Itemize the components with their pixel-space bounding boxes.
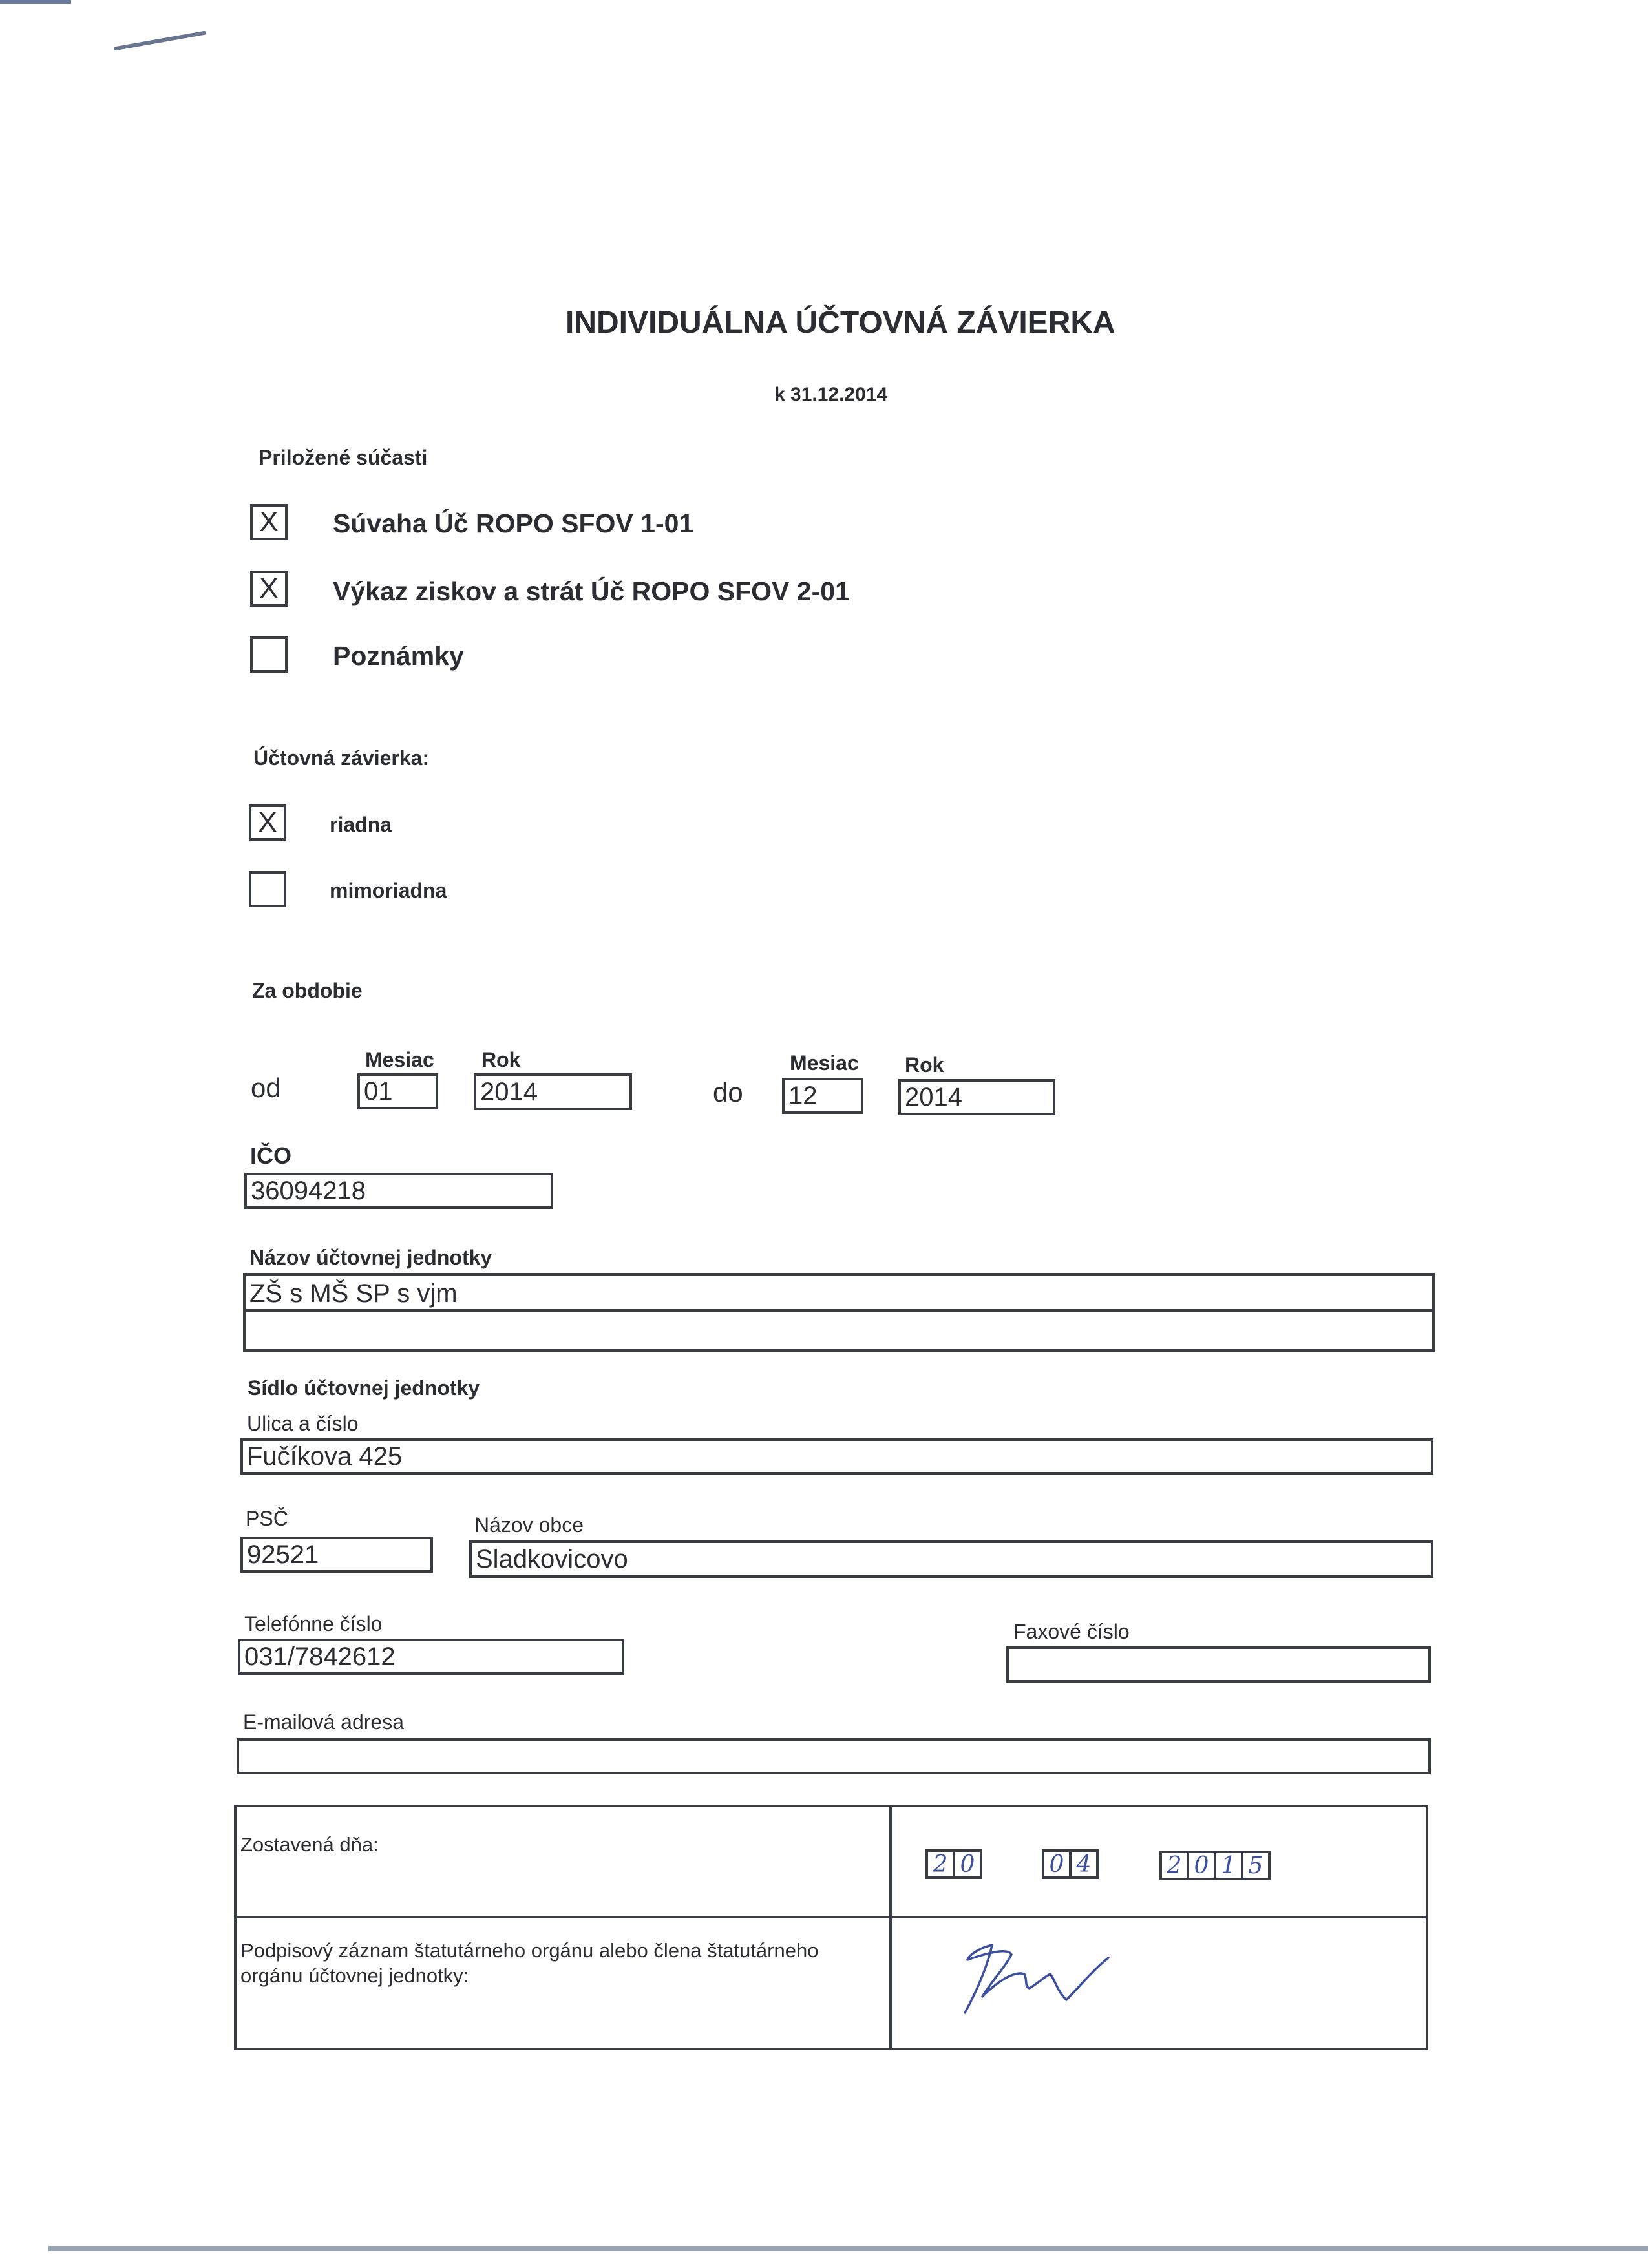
top-edge-line — [0, 0, 71, 4]
signature-table-hdivider — [237, 1916, 1426, 1918]
street-label: Ulica a číslo — [247, 1412, 359, 1435]
compiled-date-label: Zostavená dňa: — [240, 1833, 379, 1856]
closing-label-mimoriadna: mimoriadna — [330, 879, 447, 902]
attachments-heading: Priložené súčasti — [259, 446, 428, 469]
checkbox-riadna[interactable]: X — [249, 804, 286, 841]
from-month-label: Mesiac — [365, 1048, 434, 1071]
ico-field[interactable]: 36094218 — [244, 1173, 553, 1209]
entity-name-label: Názov účtovnej jednotky — [249, 1246, 492, 1269]
email-label: E-mailová adresa — [243, 1710, 404, 1734]
compiled-year-digit-4[interactable]: 5 — [1241, 1851, 1271, 1880]
pen-mark — [114, 30, 207, 50]
period-to-label: do — [713, 1077, 743, 1108]
phone-label: Telefónne číslo — [244, 1612, 383, 1635]
compiled-month-digit-1[interactable]: 0 — [1042, 1849, 1072, 1879]
email-field[interactable] — [237, 1738, 1431, 1774]
compiled-year-digit-2[interactable]: 0 — [1187, 1851, 1216, 1880]
attachment-label-poznamky: Poznámky — [333, 641, 464, 671]
signature-table — [234, 1805, 1428, 2050]
period-heading: Za obdobie — [252, 979, 363, 1002]
checkbox-mimoriadna[interactable] — [249, 871, 286, 907]
signature-table-vdivider — [889, 1807, 892, 2048]
attachment-label-vykaz: Výkaz ziskov a strát Úč ROPO SFOV 2-01 — [333, 576, 850, 606]
address-heading: Sídlo účtovnej jednotky — [248, 1376, 480, 1400]
from-month-field[interactable]: 01 — [357, 1073, 438, 1109]
from-year-field[interactable]: 2014 — [474, 1073, 632, 1110]
closing-type-heading: Účtovná závierka: — [253, 746, 430, 770]
to-month-field[interactable]: 12 — [782, 1078, 863, 1114]
period-from-label: od — [251, 1073, 281, 1103]
psc-label: PSČ — [246, 1507, 288, 1530]
entity-name-box — [243, 1273, 1435, 1352]
document-title: INDIVIDUÁLNA ÚČTOVNÁ ZÁVIERKA — [565, 306, 1115, 340]
handwritten-signature — [953, 1935, 1128, 2019]
phone-field[interactable]: 031/7842612 — [238, 1639, 624, 1675]
bottom-edge-line — [48, 2246, 1648, 2251]
checkbox-vykaz[interactable]: X — [250, 571, 288, 607]
city-label: Názov obce — [474, 1513, 584, 1537]
checkbox-suvaha[interactable]: X — [250, 504, 288, 540]
street-field[interactable]: Fučíkova 425 — [240, 1438, 1433, 1475]
to-year-field[interactable]: 2014 — [898, 1079, 1055, 1115]
entity-name-divider — [246, 1309, 1432, 1312]
document-date: k 31.12.2014 — [774, 384, 888, 405]
entity-name-line1[interactable]: ZŠ s MŠ SP s vjm — [249, 1279, 458, 1308]
to-year-label: Rok — [905, 1053, 944, 1076]
compiled-month-digit-2[interactable]: 4 — [1069, 1849, 1099, 1879]
compiled-day-digit-1[interactable]: 2 — [925, 1849, 955, 1879]
closing-label-riadna: riadna — [330, 813, 392, 836]
fax-label: Faxové číslo — [1013, 1620, 1130, 1643]
compiled-year-digit-3[interactable]: 1 — [1214, 1851, 1243, 1880]
ico-label: IČO — [250, 1142, 292, 1169]
compiled-year-digit-1[interactable]: 2 — [1159, 1851, 1189, 1880]
signature-label: Podpisový záznam štatutárneho orgánu alebo člena štatutárneho orgánu účtovnej jednotky: — [240, 1939, 819, 1987]
compiled-day-digit-2[interactable]: 0 — [953, 1849, 982, 1879]
psc-field[interactable]: 92521 — [240, 1537, 433, 1573]
to-month-label: Mesiac — [790, 1051, 859, 1075]
attachment-label-suvaha: Súvaha Úč ROPO SFOV 1-01 — [333, 509, 694, 538]
fax-field[interactable] — [1006, 1646, 1431, 1683]
city-field[interactable]: Sladkovicovo — [469, 1540, 1433, 1578]
from-year-label: Rok — [481, 1048, 521, 1071]
checkbox-poznamky[interactable] — [250, 636, 288, 673]
